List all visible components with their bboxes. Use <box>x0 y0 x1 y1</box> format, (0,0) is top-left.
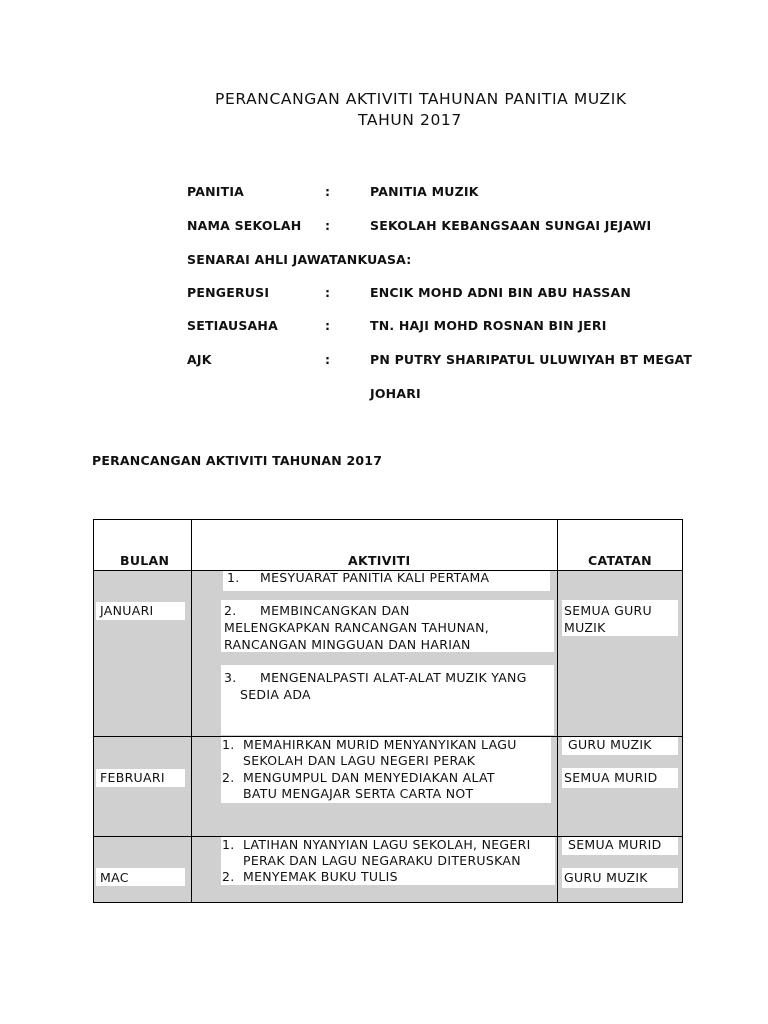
activity-text: MESYUARAT PANITIA KALI PERTAMA <box>260 570 490 585</box>
info-label-panitia: PANITIA <box>187 184 245 199</box>
info-value-ajk-cont: JOHARI <box>370 386 421 401</box>
cell-bulan: FEBRUARI <box>100 770 165 785</box>
info-value-panitia: PANITIA MUZIK <box>370 184 479 199</box>
activity-text: SEDIA ADA <box>240 687 311 702</box>
info-sep-pengerusi: : <box>325 285 331 300</box>
header-bulan: BULAN <box>120 553 170 568</box>
activity-text: SEKOLAH DAN LAGU NEGERI PERAK <box>243 753 476 768</box>
cell-catatan: SEMUA MURID <box>568 837 662 852</box>
activity-number: 1. <box>227 570 240 585</box>
activity-number: 3. <box>224 670 237 685</box>
activity-number: 1. <box>222 737 235 752</box>
info-label-setiausaha: SETIAUSAHA <box>187 318 278 333</box>
activity-text: RANCANGAN MINGGUAN DAN HARIAN <box>224 637 471 652</box>
info-label-sekolah: NAMA SEKOLAH <box>187 218 302 233</box>
cell-catatan: GURU MUZIK <box>564 870 648 885</box>
info-value-sekolah: SEKOLAH KEBANGSAAN SUNGAI JEJAWI <box>370 218 652 233</box>
cell-bulan: MAC <box>100 870 129 885</box>
info-label-ajk: AJK <box>187 352 212 367</box>
activity-number: 2. <box>222 770 235 785</box>
page-title: PERANCANGAN AKTIVITI TAHUNAN PANITIA MUZIK <box>215 90 627 108</box>
info-sep-sekolah: : <box>325 218 331 233</box>
info-value-ajk: PN PUTRY SHARIPATUL ULUWIYAH BT MEGAT <box>370 352 693 367</box>
cell-catatan: MUZIK <box>564 620 606 635</box>
info-sep-panitia: : <box>325 184 331 199</box>
activity-text: MENGENALPASTI ALAT-ALAT MUZIK YANG <box>260 670 527 685</box>
shade-bulan-januari <box>94 570 192 736</box>
activity-text: MEMAHIRKAN MURID MENYANYIKAN LAGU <box>243 737 517 752</box>
activity-text: BATU MENGAJAR SERTA CARTA NOT <box>243 786 474 801</box>
header-aktiviti: AKTIVITI <box>348 553 411 568</box>
activity-number: 2. <box>222 869 235 884</box>
activity-text: MEMBINCANGKAN DAN <box>260 603 410 618</box>
shade-catatan-januari <box>558 570 682 736</box>
info-value-pengerusi: ENCIK MOHD ADNI BIN ABU HASSAN <box>370 285 632 300</box>
activity-text: PERAK DAN LAGU NEGARAKU DITERUSKAN <box>243 853 521 868</box>
info-sep-setiausaha: : <box>325 318 331 333</box>
activity-number: 1. <box>222 837 235 852</box>
activity-text: MENGUMPUL DAN MENYEDIAKAN ALAT <box>243 770 495 785</box>
info-value-setiausaha: TN. HAJI MOHD ROSNAN BIN JERI <box>370 318 607 333</box>
info-sep-ajk: : <box>325 352 331 367</box>
cell-catatan: SEMUA GURU <box>564 603 652 618</box>
activity-text: LATIHAN NYANYIAN LAGU SEKOLAH, NEGERI <box>243 837 531 852</box>
info-label-senarai: SENARAI AHLI JAWATANKUASA: <box>187 252 412 267</box>
cell-bulan: JANUARI <box>100 603 154 618</box>
activity-text: MELENGKAPKAN RANCANGAN TAHUNAN, <box>224 620 490 635</box>
info-label-pengerusi: PENGERUSI <box>187 285 270 300</box>
cell-catatan: GURU MUZIK <box>568 737 652 752</box>
page-title-year: TAHUN 2017 <box>358 111 462 129</box>
activity-text: MENYEMAK BUKU TULIS <box>243 869 398 884</box>
header-catatan: CATATAN <box>588 553 652 568</box>
section-heading: PERANCANGAN AKTIVITI TAHUNAN 2017 <box>92 453 383 468</box>
cell-catatan: SEMUA MURID <box>564 770 658 785</box>
activity-number: 2. <box>224 603 237 618</box>
